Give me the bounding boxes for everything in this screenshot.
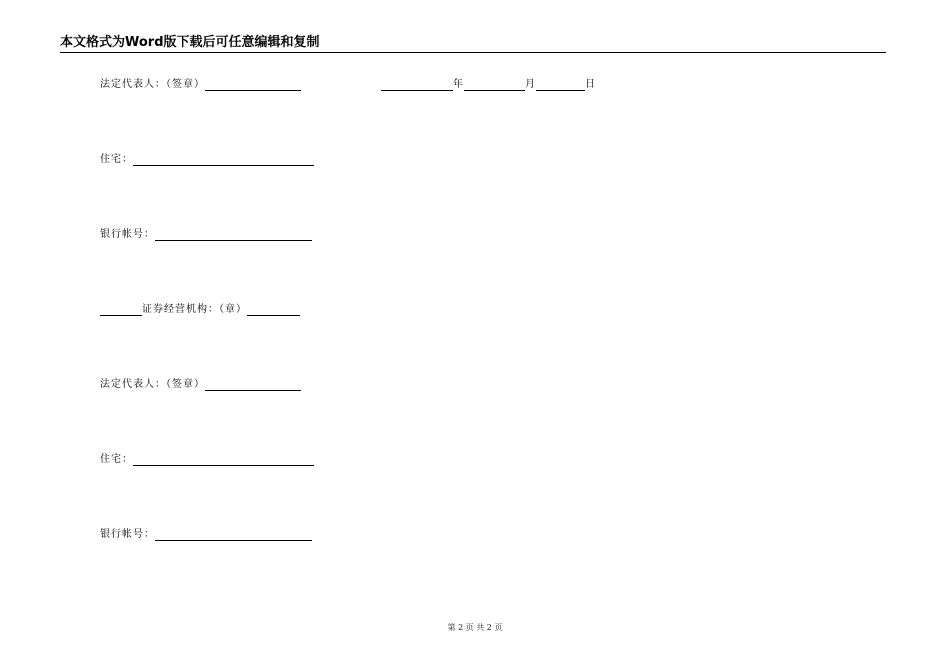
month-blank (464, 79, 525, 91)
residence-row-2 (100, 453, 314, 467)
legal-rep-label: 法定代表人：（签章） (100, 79, 205, 90)
securities-firm-label: 证券经营机构：（章） (142, 304, 247, 315)
page-header (60, 34, 886, 53)
legal-rep-label: 法定代表人：（签章） (100, 379, 205, 390)
date-row (381, 78, 596, 92)
firm-name-blank (100, 304, 142, 316)
securities-firm-row (100, 303, 300, 317)
signature-blank (205, 379, 301, 391)
bank-account-blank (155, 529, 312, 541)
month-label: 月 (525, 79, 536, 90)
residence-blank (133, 454, 314, 466)
bank-account-label: 银行帐号： (100, 529, 155, 540)
bank-account-row-1 (100, 228, 312, 242)
residence-label: 住宅： (100, 154, 133, 165)
legal-rep-row-1 (100, 78, 301, 92)
bank-account-label: 银行帐号： (100, 229, 155, 240)
year-label: 年 (453, 79, 464, 90)
day-label: 日 (585, 79, 596, 90)
page-footer: 第 2 页 共 2 页 (447, 623, 503, 632)
header-title: 本文格式为Word版下载后可任意编辑和复制 (60, 35, 320, 50)
residence-blank (133, 154, 314, 166)
legal-rep-row-2 (100, 378, 301, 392)
day-blank (536, 79, 585, 91)
bank-account-row-2 (100, 528, 312, 542)
residence-label: 住宅： (100, 454, 133, 465)
year-blank (381, 79, 453, 91)
residence-row-1 (100, 153, 314, 167)
seal-blank (247, 304, 300, 316)
signature-blank (205, 79, 301, 91)
bank-account-blank (155, 229, 312, 241)
